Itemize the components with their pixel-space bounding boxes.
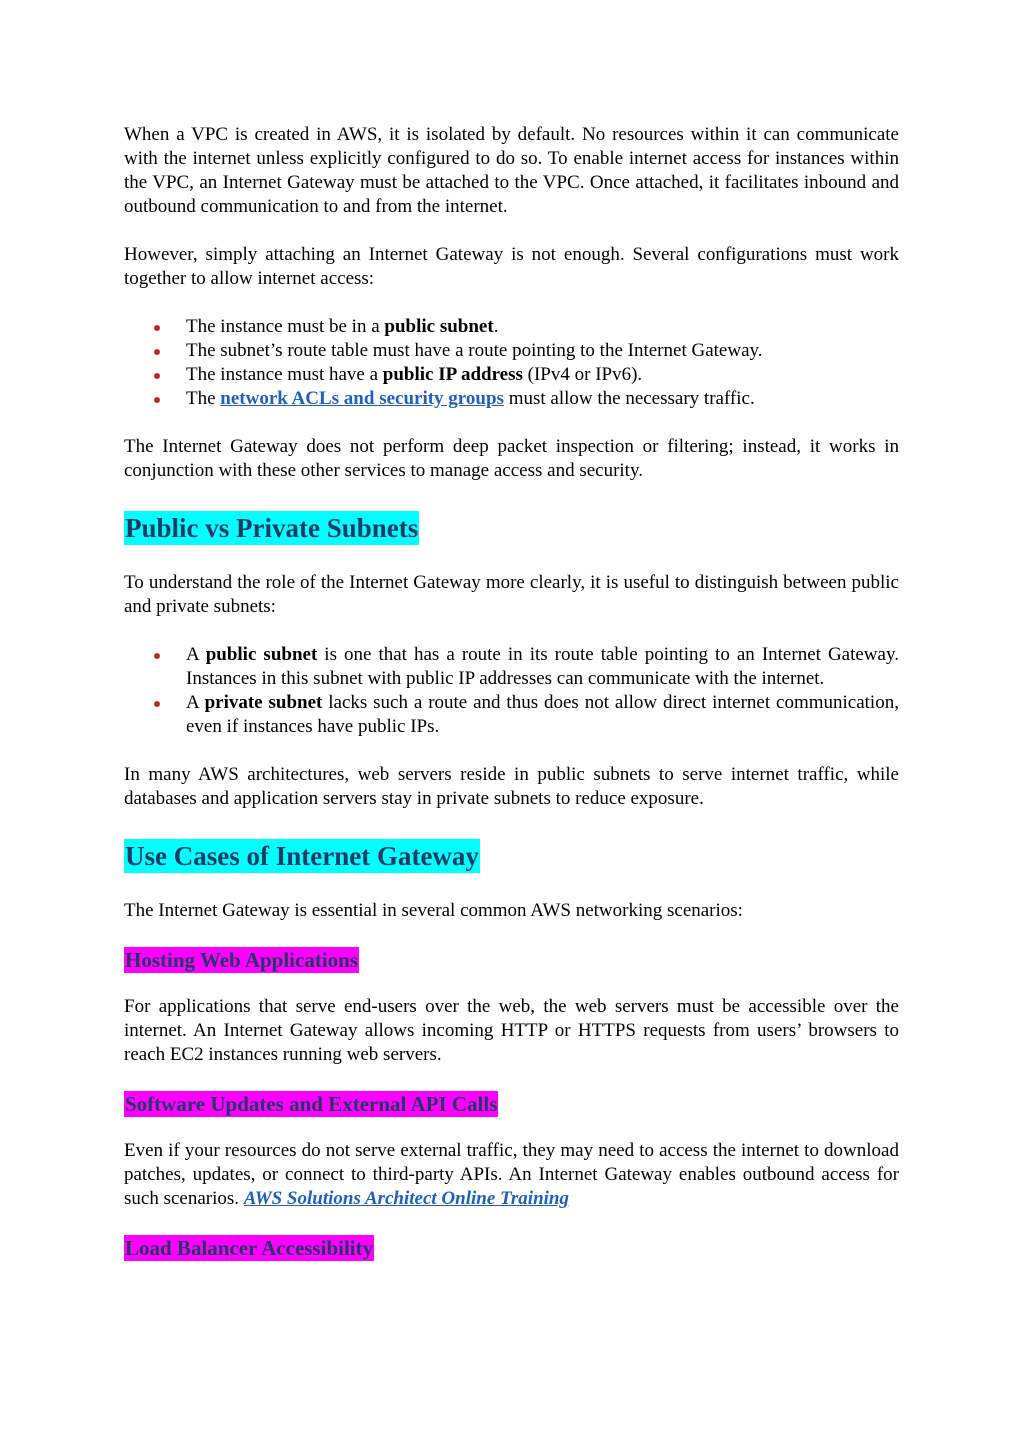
list-item — [124, 387, 899, 411]
list-item-text: is one that has a route in its route table pointing to an Internet Gateway. Instances in this subnet with public IP addresses can communicate with the internet. — [186, 644, 899, 689]
list-item-text: must allow the necessary traffic. — [503, 388, 755, 409]
list-item — [124, 339, 899, 363]
list-item-text: The subnet’s route table must have a route pointing to the Internet Gateway. — [186, 340, 763, 361]
section-heading-text: Public vs Private Subnets — [125, 513, 419, 543]
intro-paragraph-1: When a VPC is created in AWS, it is isolated by default. No resources within it can communicate with the internet unless explicitly configured to do so. To enable internet access for instances within the VPC, an Internet Gateway must be attached to the VPC. Once attached, it facilitates inbound and outbound communication to and from the internet. — [124, 124, 899, 217]
list-item-text: The instance must have a — [186, 364, 383, 385]
list-item-text: The — [186, 388, 221, 409]
intro-paragraph-2: However, simply attaching an Internet Gateway is not enough. Several configurations must work together to allow internet access: — [124, 244, 899, 289]
bullet-icon — [154, 349, 160, 355]
section-heading-use-cases — [124, 835, 899, 874]
list-item — [124, 315, 899, 339]
list-item-text: lacks such a route and thus does not allow direct internet communication, even if instances have public IPs. — [186, 692, 899, 737]
subnets-list — [124, 643, 899, 739]
subheading-software-updates — [124, 1091, 899, 1117]
network-acls-link[interactable]: network ACLs and security groups — [220, 388, 504, 409]
list-item-text: A — [186, 692, 205, 713]
software-updates-paragraph — [124, 1139, 899, 1211]
section-heading-subnets — [124, 507, 899, 546]
bullet-icon — [154, 373, 160, 379]
list-item-text: (IPv4 or IPv6). — [522, 364, 643, 385]
bullet-icon — [154, 397, 160, 403]
hosting-paragraph: For applications that serve end-users over the web, the web servers must be accessible over the internet. An Internet Gateway allows incoming HTTP or HTTPS requests from users’ browsers to reach EC2 instances running web servers. — [124, 996, 899, 1065]
subheading-text: Hosting Web Applications — [125, 948, 359, 972]
subheading-hosting — [124, 947, 899, 973]
list-item-text: . — [493, 316, 499, 337]
bullet-icon — [154, 325, 160, 331]
bullet-icon — [154, 701, 160, 707]
aws-training-link[interactable]: AWS Solutions Architect Online Training — [243, 1188, 569, 1209]
list-item-text: A — [186, 644, 206, 665]
after-requirements-paragraph: The Internet Gateway does not perform deep packet inspection or filtering; instead, it works in conjunction with these other services to manage access and security. — [124, 436, 899, 481]
list-item — [124, 691, 899, 739]
list-item-text: The instance must be in a — [186, 316, 385, 337]
list-item — [124, 363, 899, 387]
paragraph-text: Even if your resources do not serve external traffic, they may need to access the internet to download patches, updates, or connect to third-party APIs. An Internet Gateway enables outbound access for such scenarios. — [124, 1140, 899, 1209]
subheading-load-balancer — [124, 1235, 899, 1261]
subnets-intro-paragraph: To understand the role of the Internet Gateway more clearly, it is useful to distinguish between public and private subnets: — [124, 572, 899, 617]
subnets-outro-paragraph: In many AWS architectures, web servers reside in public subnets to serve internet traffic, while databases and application servers stay in private subnets to reduce exposure. — [124, 764, 899, 809]
requirements-list — [124, 315, 899, 411]
section-heading-text: Use Cases of Internet Gateway — [125, 841, 479, 871]
use-cases-intro-paragraph: The Internet Gateway is essential in several common AWS networking scenarios: — [124, 900, 743, 921]
subheading-text: Software Updates and External API Calls — [125, 1092, 498, 1116]
bullet-icon — [154, 653, 160, 659]
list-item-bold: private subnet — [204, 692, 323, 713]
list-item-bold: public IP address — [382, 364, 523, 385]
list-item-bold: public subnet — [384, 316, 494, 337]
list-item — [124, 643, 899, 691]
subheading-text: Load Balancer Accessibility — [125, 1236, 374, 1260]
list-item-bold: public subnet — [205, 644, 318, 665]
